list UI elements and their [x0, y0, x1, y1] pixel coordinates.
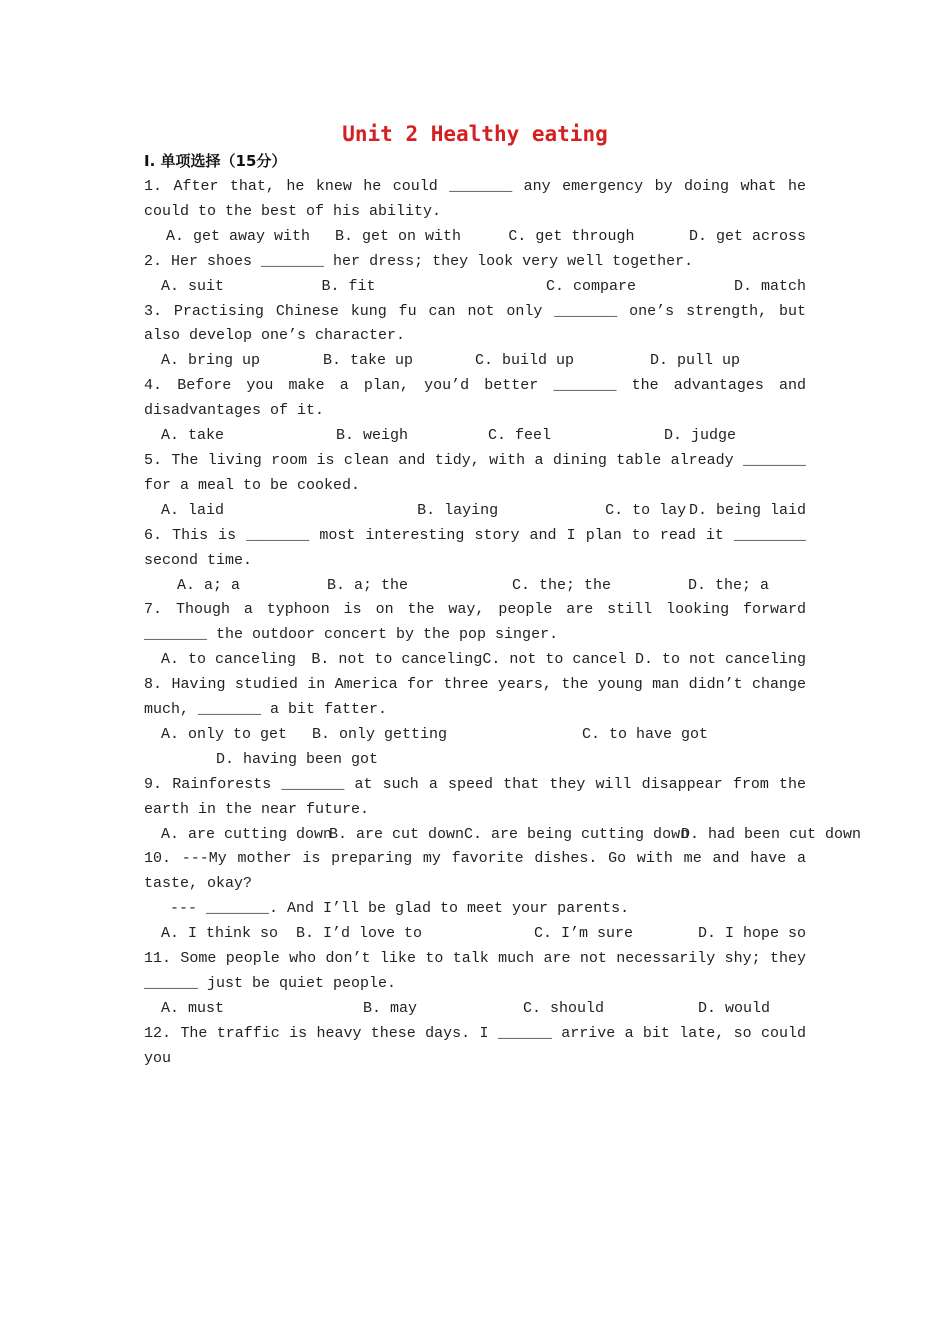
option-d: D. I hope so [697, 925, 806, 943]
question-10 [144, 847, 806, 947]
option-b: B. get on with [334, 227, 462, 245]
question-number: 8. [144, 676, 163, 694]
question-stem: Before you make a plan, you’d better _______ the advantages and disadvantages of it. [144, 377, 806, 420]
option-d: D. get across [688, 227, 806, 245]
option-d: D. the; a [688, 576, 770, 594]
question-reply: --- _______. And I’ll be glad to meet your parents. [170, 900, 630, 918]
page-title: Unit 2 Healthy eating [342, 122, 608, 146]
option-b: B. laying [417, 501, 499, 519]
option-d: D. being laid [688, 501, 806, 519]
option-c: C. not to cancel [482, 651, 627, 669]
option-b: B. only getting [312, 725, 448, 743]
question-stem: Some people who don’t like to talk much are not necessarily shy; they ______ just be quiet people. [144, 950, 806, 992]
question-number: 2. [144, 252, 163, 270]
question-number: 11. [144, 950, 172, 968]
question-number: 9. [144, 775, 163, 793]
option-c: C. I’m sure [534, 925, 634, 943]
section-heading: I. 单项选择（15分） [144, 152, 287, 170]
option-a: A. get away with [166, 227, 311, 245]
option-d: D. match [733, 277, 806, 295]
option-a: A. only to get [161, 725, 288, 743]
question-3 [144, 300, 806, 375]
question-stem: Having studied in America for three years, the young man didn’t change much, _______ a bit fatter. [144, 676, 806, 719]
option-c: C. to lay [605, 501, 687, 519]
question-number: 6. [144, 526, 163, 544]
option-b: B. weigh [336, 427, 409, 445]
question-stem: After that, he knew he could _______ any emergency by doing what he could to the best of his ability. [144, 178, 806, 220]
option-d: D. had been cut down [681, 825, 862, 843]
question-stem: Practising Chinese kung fu can not only _______ one’s strength, but also develop one’s character. [144, 302, 806, 345]
question-number: 1. [144, 178, 163, 195]
question-9 [144, 773, 862, 848]
question-7 [144, 598, 806, 673]
question-6 [144, 524, 806, 599]
option-a: A. are cutting down [161, 825, 333, 843]
option-b: B. are cut down [329, 825, 465, 843]
question-stem: The living room is clean and tidy, with a dining table already _______ for a meal to be cooked. [144, 451, 806, 494]
option-b: B. take up [323, 352, 414, 370]
option-a: A. to canceling [161, 651, 297, 669]
question-stem: Rainforests _______ at such a speed that they will disappear from the earth in the near future. [144, 775, 806, 818]
option-c: C. feel [488, 427, 552, 445]
question-stem: ---My mother is preparing my favorite dishes. Go with me and have a taste, okay? [144, 850, 806, 893]
option-b: B. I’d love to [296, 925, 423, 943]
question-11 [144, 947, 806, 1022]
question-stem: The traffic is heavy these days. I ______ arrive a bit late, so could you [144, 1024, 806, 1067]
option-d: D. would [698, 999, 771, 1017]
option-a: A. a; a [177, 576, 241, 594]
option-b: B. fit [321, 277, 376, 295]
question-number: 7. [144, 601, 163, 619]
option-c: C. are being cutting down [464, 825, 690, 843]
question-stem: Though a typhoon is on the way, people are still looking forward _______ the outdoor concert by the pop singer. [144, 601, 806, 644]
option-a: A. take [161, 427, 225, 445]
question-4 [144, 374, 806, 449]
question-12 [144, 1022, 806, 1072]
option-d: D. to not canceling [634, 651, 806, 669]
question-number: 10. [144, 850, 172, 868]
option-b: B. may [363, 999, 418, 1017]
option-d: D. judge [664, 427, 737, 445]
option-c: C. the; the [512, 576, 612, 594]
option-c: C. should [523, 999, 605, 1017]
question-number: 5. [144, 451, 163, 469]
option-d: D. pull up [650, 352, 741, 370]
option-c: C. compare [546, 277, 637, 295]
question-5 [144, 449, 806, 524]
option-a: A. must [161, 999, 225, 1017]
question-number: 3. [144, 302, 163, 320]
option-c: C. to have got [582, 725, 709, 743]
option-a: A. bring up [161, 352, 261, 370]
question-list [144, 175, 862, 1072]
option-b: B. a; the [327, 576, 409, 594]
question-2 [144, 250, 806, 300]
option-c: C. build up [475, 352, 575, 370]
option-b: B. not to canceling [311, 651, 483, 669]
option-a: A. laid [161, 501, 225, 519]
option-c: C. get through [508, 227, 635, 245]
question-number: 12. [144, 1024, 172, 1042]
question-number: 4. [144, 377, 163, 395]
option-a: A. suit [161, 277, 225, 295]
option-d: D. having been got [216, 750, 379, 768]
question-stem: Her shoes _______ her dress; they look very well together. [171, 252, 694, 270]
question-stem: This is _______ most interesting story and I plan to read it ________ second time. [144, 526, 806, 569]
option-a: A. I think so [161, 925, 279, 943]
question-8 [144, 673, 806, 773]
question-1 [144, 175, 806, 250]
